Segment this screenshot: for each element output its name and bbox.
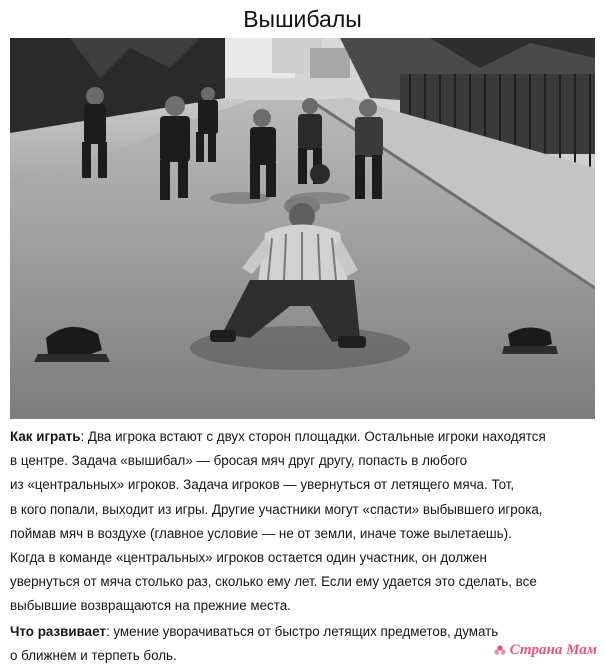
how-to-play-line: Когда в команде «центральных» игроков остается один участник, он должен — [10, 550, 487, 566]
how-to-play-line — [10, 425, 600, 449]
how-to-play-line: выбывшие возвращаются на прежние места. — [10, 598, 291, 614]
develops-line: о ближнем и терпеть боль. — [10, 648, 177, 664]
how-to-play-line: из «центральных» игроков. Задача игроков — увернуться от летящего мяча. Тот, — [10, 477, 515, 493]
how-to-play-line: увернуться от мяча столько раз, сколько ему лет. Если ему удается это сделать, все — [10, 574, 537, 590]
how-to-play-paragraph — [10, 425, 600, 619]
flower-icon — [493, 644, 507, 658]
site-watermark — [493, 642, 597, 659]
how-to-play-text: : Два игрока встают с двух сторон площадки. Остальные игроки находятся — [80, 429, 546, 444]
how-to-play-label: Как играть — [10, 429, 81, 444]
watermark-text: Страна Мам — [509, 642, 597, 658]
how-to-play-line: в центре. Задача «вышибал» — бросая мяч друг другу, попасть в любого — [10, 453, 468, 469]
page-title: Вышибалы — [243, 6, 362, 32]
street-game-photo — [10, 38, 595, 419]
how-to-play-line: в кого попали, выходит из игры. Другие участники могут «спасти» выбывшего игрока, — [10, 501, 543, 517]
develops-line — [10, 620, 600, 644]
photo-illustration — [10, 38, 595, 419]
develops-label: Что развивает — [10, 624, 106, 639]
how-to-play-line: поймав мяч в воздухе (главное условие — не от земли, иначе тоже вылетаешь). — [10, 525, 512, 541]
develops-text: : умение уворачиваться от быстро летящих предметов, думать — [105, 624, 499, 639]
